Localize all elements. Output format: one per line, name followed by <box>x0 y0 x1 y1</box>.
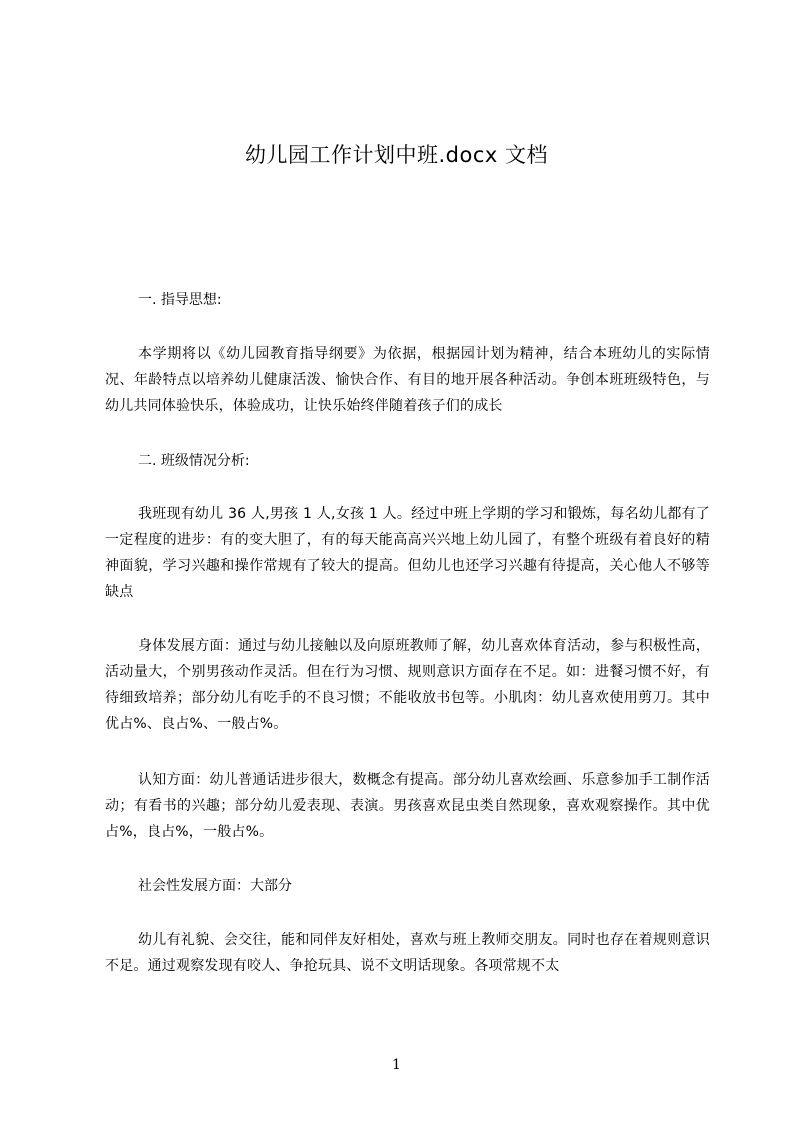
section-heading-class-analysis: 二. 班级情况分析: <box>138 453 250 469</box>
paragraph-guiding-ideology: 本学期将以《幼儿园教育指导纲要》为依据，根据园计划为精神，结合本班幼儿的实际情况、年龄特点以培养幼儿健康活泼、愉快合作、有目的地开展各种活动。争创本班班级特色，与幼儿共同体验快乐，体验成功，让快乐始终伴随着孩子们的成长 <box>105 346 710 414</box>
page-number: 1 <box>392 1057 401 1073</box>
paragraph-physical-development: 身体发展方面：通过与幼儿接触以及向原班教师了解，幼儿喜欢体育活动，参与积极性高，活动量大，个别男孩动作灵活。但在行为习惯、规则意识方面存在不足。如：进餐习惯不好，有待细致培养；部分幼儿有吃手的不良习惯；不能收放书包等。小肌肉：幼儿喜欢使用剪刀。其中优占%、良占%、一般占%。 <box>105 638 710 732</box>
section-heading-guiding-ideology: 一. 指导思想: <box>138 292 222 308</box>
paragraph-social-development: 幼儿有礼貌、会交往，能和同伴友好相处，喜欢与班上教师交朋友。同时也存在着规则意识不足。通过观察发现有咬人、争抢玩具、说不文明话现象。各项常规不太 <box>105 932 710 974</box>
paragraph-class-analysis: 我班现有幼儿 36 人,男孩 1 人,女孩 1 人。经过中班上学期的学习和锻炼，每名幼儿都有了一定程度的进步：有的变大胆了，有的每天能高高兴兴地上幼儿园了，有整个班级有着良好的精神面貌，学习兴趣和操作常规有了较大的提高。但幼儿也还学习兴趣有待提高，关心他人不够等缺点 <box>105 506 710 600</box>
paragraph-cognitive-development: 认知方面：幼儿普通话进步很大，数概念有提高。部分幼儿喜欢绘画、乐意参加手工制作活动；有看书的兴趣；部分幼儿爱表现、表演。男孩喜欢昆虫类自然现象，喜欢观察操作。其中优占%，良占%，一般占%。 <box>105 772 710 840</box>
document-title: 幼儿园工作计划中班.docx 文档 <box>244 143 548 167</box>
section-heading-social-development: 社会性发展方面：大部分 <box>138 878 292 894</box>
